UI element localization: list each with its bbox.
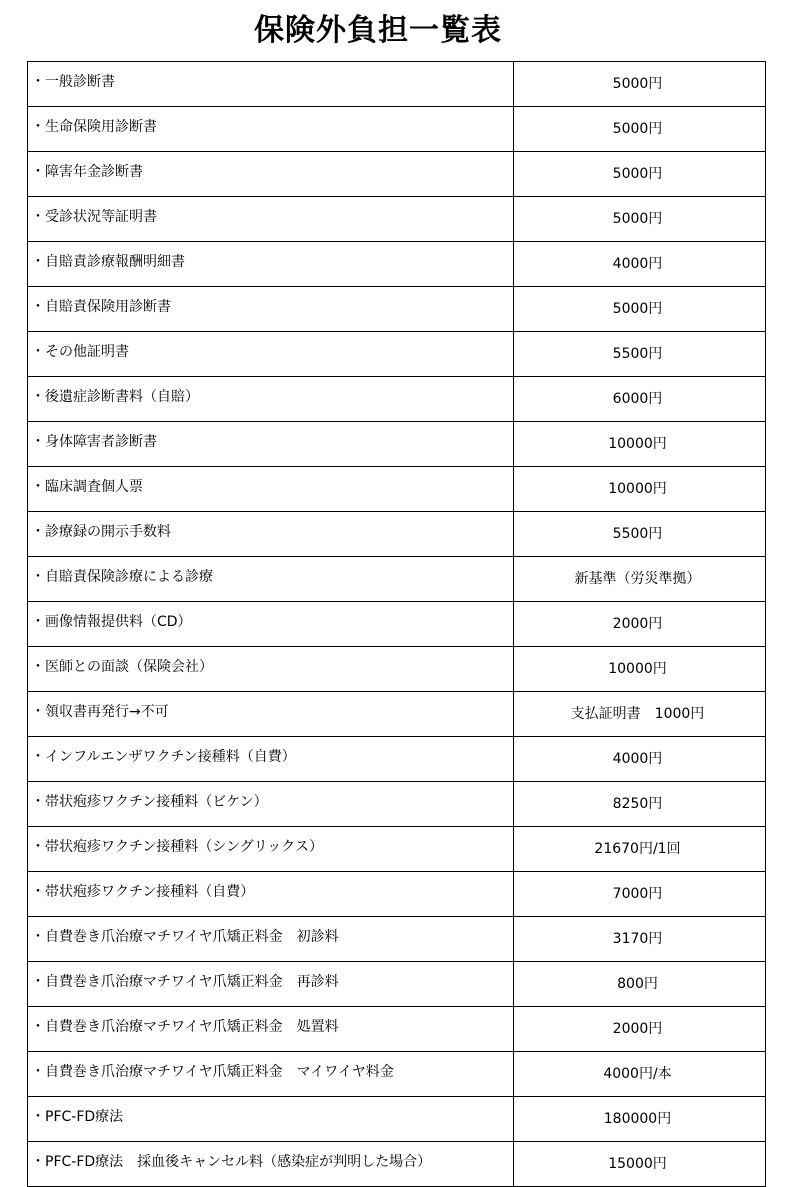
table-row xyxy=(28,962,766,1007)
table-row xyxy=(28,1007,766,1052)
fee-item-name: ・帯状疱疹ワクチン接種料（自費） xyxy=(28,872,514,917)
fee-item-name: ・自費巻き爪治療マチワイヤ爪矯正料金 初診料 xyxy=(28,917,514,962)
fee-price: 15000円 xyxy=(514,1142,766,1187)
fee-price: 7000円 xyxy=(514,872,766,917)
fee-item-name: ・画像情報提供料（CD） xyxy=(28,602,514,647)
fee-price: 180000円 xyxy=(514,1097,766,1142)
fee-price: 5000円 xyxy=(514,287,766,332)
table-row xyxy=(28,917,766,962)
table-row xyxy=(28,242,766,287)
table-row xyxy=(28,332,766,377)
table-row xyxy=(28,62,766,107)
table-row xyxy=(28,602,766,647)
fee-item-name: ・帯状疱疹ワクチン接種料（シングリックス） xyxy=(28,827,514,872)
fee-item-name: ・自費巻き爪治療マチワイヤ爪矯正料金 処置料 xyxy=(28,1007,514,1052)
fee-item-name: ・インフルエンザワクチン接種料（自費） xyxy=(28,737,514,782)
fee-item-name: ・一般診断書 xyxy=(28,62,514,107)
fee-item-name: ・自費巻き爪治療マチワイヤ爪矯正料金 マイワイヤ料金 xyxy=(28,1052,514,1097)
fee-item-name: ・自賠責保険診療による診療 xyxy=(28,557,514,602)
fee-item-name: ・帯状疱疹ワクチン接種料（ビケン） xyxy=(28,782,514,827)
fee-price: 3170円 xyxy=(514,917,766,962)
table-row xyxy=(28,197,766,242)
table-row xyxy=(28,737,766,782)
fee-price: 4000円 xyxy=(514,737,766,782)
fee-price: 21670円/1回 xyxy=(514,827,766,872)
fee-item-name: ・後遺症診断書料（自賠） xyxy=(28,377,514,422)
fee-table-body xyxy=(28,62,766,1187)
fee-item-name: ・その他証明書 xyxy=(28,332,514,377)
fee-price: 5000円 xyxy=(514,152,766,197)
fee-price: 4000円 xyxy=(514,242,766,287)
fee-item-name: ・診療録の開示手数料 xyxy=(28,512,514,557)
fee-price: 2000円 xyxy=(514,1007,766,1052)
fee-price: 4000円/本 xyxy=(514,1052,766,1097)
table-row xyxy=(28,647,766,692)
fee-price: 8250円 xyxy=(514,782,766,827)
table-row xyxy=(28,1142,766,1187)
fee-item-name: ・自費巻き爪治療マチワイヤ爪矯正料金 再診料 xyxy=(28,962,514,1007)
fee-item-name: ・障害年金診断書 xyxy=(28,152,514,197)
table-row xyxy=(28,692,766,737)
fee-price: 5500円 xyxy=(514,512,766,557)
fee-price: 2000円 xyxy=(514,602,766,647)
fee-price: 10000円 xyxy=(514,647,766,692)
fee-item-name: ・PFC-FD療法 採血後キャンセル料（感染症が判明した場合） xyxy=(28,1142,514,1187)
fee-price: 支払証明書 1000円 xyxy=(514,692,766,737)
table-row xyxy=(28,152,766,197)
fee-item-name: ・医師との面談（保険会社） xyxy=(28,647,514,692)
fee-price: 6000円 xyxy=(514,377,766,422)
page-title: 保険外負担一覧表 xyxy=(254,13,502,48)
table-row xyxy=(28,377,766,422)
fee-price: 5000円 xyxy=(514,62,766,107)
fee-item-name: ・臨床調査個人票 xyxy=(28,467,514,512)
table-row xyxy=(28,287,766,332)
table-row xyxy=(28,1097,766,1142)
fee-price: 5000円 xyxy=(514,107,766,152)
table-row xyxy=(28,512,766,557)
table-row xyxy=(28,467,766,512)
fee-price: 5000円 xyxy=(514,197,766,242)
fee-price: 800円 xyxy=(514,962,766,1007)
fee-table xyxy=(27,61,766,1187)
fee-price: 5500円 xyxy=(514,332,766,377)
fee-price: 10000円 xyxy=(514,422,766,467)
fee-price: 10000円 xyxy=(514,467,766,512)
fee-item-name: ・PFC-FD療法 xyxy=(28,1097,514,1142)
fee-item-name: ・生命保険用診断書 xyxy=(28,107,514,152)
table-row xyxy=(28,872,766,917)
table-row xyxy=(28,107,766,152)
fee-item-name: ・領収書再発行→不可 xyxy=(28,692,514,737)
fee-item-name: ・受診状況等証明書 xyxy=(28,197,514,242)
table-row xyxy=(28,422,766,467)
fee-item-name: ・身体障害者診断書 xyxy=(28,422,514,467)
fee-item-name: ・自賠責診療報酬明細書 xyxy=(28,242,514,287)
table-row xyxy=(28,827,766,872)
fee-price: 新基準（労災準拠） xyxy=(514,557,766,602)
table-row xyxy=(28,557,766,602)
table-row xyxy=(28,782,766,827)
fee-item-name: ・自賠責保険用診断書 xyxy=(28,287,514,332)
table-row xyxy=(28,1052,766,1097)
